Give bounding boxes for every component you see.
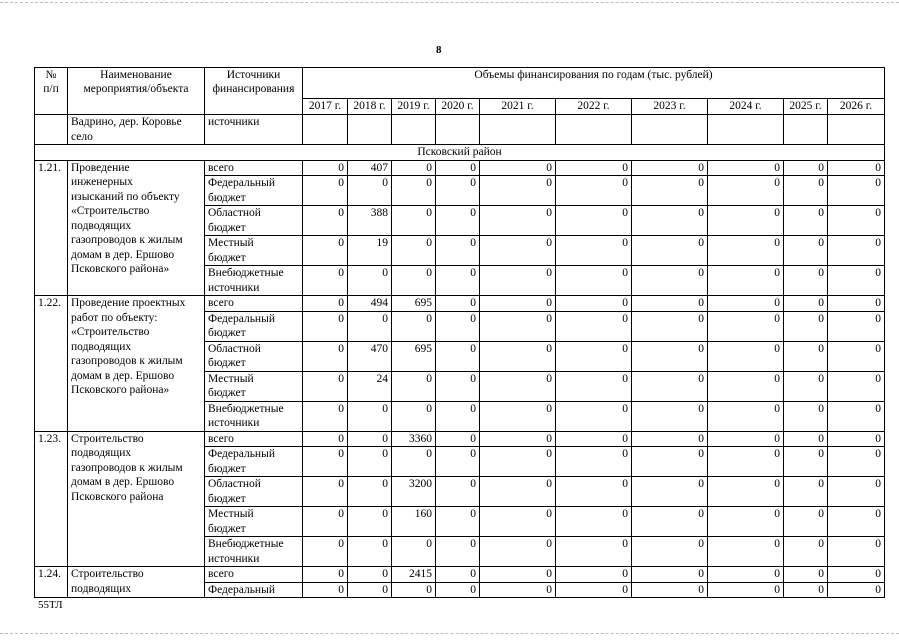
amount-cell: 0 — [348, 447, 392, 477]
amount-cell: 0 — [480, 371, 556, 401]
amount-cell: 0 — [784, 176, 828, 206]
table-row — [35, 567, 885, 583]
scan-edge-bottom — [0, 633, 899, 634]
amount-cell: 0 — [556, 567, 632, 583]
amount-cell: 0 — [828, 582, 885, 598]
amount-cell: 0 — [556, 311, 632, 341]
amount-cell: 0 — [436, 401, 480, 431]
amount-cell: 0 — [392, 311, 436, 341]
amount-cell: 0 — [556, 371, 632, 401]
amount-cell: 0 — [556, 477, 632, 507]
amount-cell: 0 — [556, 341, 632, 371]
amount-cell: 0 — [348, 507, 392, 537]
amount-cell: 0 — [828, 401, 885, 431]
amount-cell: 0 — [556, 176, 632, 206]
amount-cell: 0 — [784, 206, 828, 236]
amount-cell: 0 — [303, 371, 348, 401]
amount-cell: 0 — [708, 537, 784, 567]
funding-source: Федеральный бюджет — [205, 447, 303, 477]
amount-cell: 19 — [348, 236, 392, 266]
item-number: 1.21. — [35, 160, 68, 296]
amount-cell: 0 — [392, 537, 436, 567]
amount-cell: 494 — [348, 296, 392, 312]
amount-cell: 0 — [784, 311, 828, 341]
amount-cell: 0 — [828, 371, 885, 401]
header-volumes: Объемы финансирования по годам (тыс. рублей) — [303, 68, 885, 99]
amount-cell: 0 — [784, 296, 828, 312]
funding-source: Областной бюджет — [205, 477, 303, 507]
amount-cell: 0 — [556, 160, 632, 176]
item-name: Строительство подводящих — [68, 567, 205, 598]
carryover-row — [35, 115, 885, 145]
item-number: 1.23. — [35, 431, 68, 567]
amount-cell: 0 — [632, 341, 708, 371]
amount-cell: 0 — [303, 176, 348, 206]
amount-cell: 0 — [480, 160, 556, 176]
header-year: 2026 г. — [828, 99, 885, 115]
amount-cell: 0 — [632, 401, 708, 431]
amount-cell: 0 — [436, 582, 480, 598]
amount-cell: 0 — [436, 537, 480, 567]
amount-cell: 0 — [632, 176, 708, 206]
amount-cell: 695 — [392, 341, 436, 371]
amount-cell: 0 — [303, 266, 348, 296]
amount-cell: 0 — [784, 567, 828, 583]
amount-cell: 0 — [708, 507, 784, 537]
amount-cell: 0 — [708, 447, 784, 477]
footer-code: 55ТЛ — [38, 599, 63, 611]
amount-cell: 0 — [392, 371, 436, 401]
table-row — [35, 160, 885, 176]
amount-cell: 0 — [436, 176, 480, 206]
amount-cell: 0 — [392, 401, 436, 431]
amount-cell: 0 — [348, 582, 392, 598]
funding-source: всего — [205, 296, 303, 312]
header-name: Наименование мероприятия/объекта — [68, 68, 205, 115]
amount-cell: 0 — [828, 176, 885, 206]
item-name: Проведение проектных работ по объекту: «Строительство подводящих газопроводов к жилым домам в дер. Ершово Псковского района» — [68, 296, 205, 432]
amount-cell: 0 — [436, 447, 480, 477]
amount-cell: 0 — [303, 537, 348, 567]
amount-cell: 470 — [348, 341, 392, 371]
amount-cell: 0 — [784, 431, 828, 447]
amount-cell: 0 — [708, 160, 784, 176]
amount-cell: 0 — [303, 341, 348, 371]
amount-cell: 0 — [556, 206, 632, 236]
header-year: 2025 г. — [784, 99, 828, 115]
amount-cell: 0 — [392, 206, 436, 236]
amount-cell: 0 — [303, 477, 348, 507]
funding-source: Внебюджетные источники — [205, 537, 303, 567]
amount-cell: 0 — [303, 236, 348, 266]
amount-cell: 0 — [436, 296, 480, 312]
amount-cell: 0 — [708, 296, 784, 312]
amount-cell: 0 — [708, 582, 784, 598]
amount-cell: 0 — [828, 311, 885, 341]
amount-cell: 0 — [480, 206, 556, 236]
amount-cell: 0 — [828, 431, 885, 447]
item-name: Строительство подводящих газопроводов к жилым домам в дер. Ершово Псковского района — [68, 431, 205, 567]
amount-cell: 0 — [784, 371, 828, 401]
page-number: 8 — [436, 44, 442, 56]
amount-cell: 0 — [784, 401, 828, 431]
amount-cell: 0 — [436, 160, 480, 176]
amount-cell: 24 — [348, 371, 392, 401]
amount-cell: 0 — [828, 296, 885, 312]
amount-cell: 0 — [632, 311, 708, 341]
amount-cell: 0 — [708, 371, 784, 401]
amount-cell: 0 — [784, 266, 828, 296]
amount-cell: 0 — [828, 206, 885, 236]
amount-cell: 3360 — [392, 431, 436, 447]
amount-cell: 0 — [480, 296, 556, 312]
amount-cell: 0 — [784, 341, 828, 371]
amount-cell: 0 — [708, 401, 784, 431]
region-row — [35, 145, 885, 161]
amount-cell: 0 — [348, 266, 392, 296]
header-row — [35, 68, 885, 99]
carry-source: источники — [205, 115, 303, 145]
amount-cell: 0 — [480, 401, 556, 431]
amount-cell: 0 — [632, 266, 708, 296]
amount-cell: 0 — [784, 160, 828, 176]
amount-cell: 0 — [348, 567, 392, 583]
amount-cell: 0 — [708, 567, 784, 583]
amount-cell: 0 — [632, 296, 708, 312]
amount-cell: 0 — [556, 266, 632, 296]
amount-cell: 0 — [632, 160, 708, 176]
funding-source: Областной бюджет — [205, 341, 303, 371]
amount-cell: 0 — [784, 582, 828, 598]
funding-source: Внебюджетные источники — [205, 266, 303, 296]
amount-cell: 0 — [480, 236, 556, 266]
amount-cell: 0 — [632, 431, 708, 447]
amount-cell: 0 — [556, 582, 632, 598]
amount-cell: 0 — [303, 507, 348, 537]
amount-cell: 0 — [632, 507, 708, 537]
amount-cell: 0 — [392, 447, 436, 477]
amount-cell: 0 — [436, 206, 480, 236]
table-row — [35, 431, 885, 447]
item-number: 1.24. — [35, 567, 68, 598]
amount-cell: 0 — [348, 311, 392, 341]
amount-cell: 0 — [708, 266, 784, 296]
funding-source: Федеральный бюджет — [205, 311, 303, 341]
amount-cell: 0 — [632, 206, 708, 236]
amount-cell: 0 — [784, 477, 828, 507]
amount-cell: 0 — [828, 477, 885, 507]
amount-cell: 0 — [392, 176, 436, 206]
amount-cell: 0 — [828, 447, 885, 477]
header-year: 2019 г. — [392, 99, 436, 115]
amount-cell: 0 — [828, 236, 885, 266]
amount-cell: 0 — [556, 507, 632, 537]
amount-cell: 0 — [436, 477, 480, 507]
amount-cell: 0 — [784, 447, 828, 477]
amount-cell: 160 — [392, 507, 436, 537]
amount-cell: 0 — [348, 477, 392, 507]
amount-cell: 0 — [436, 236, 480, 266]
amount-cell: 0 — [632, 236, 708, 266]
header-no: № п/п — [35, 68, 68, 115]
amount-cell: 0 — [480, 477, 556, 507]
amount-cell: 0 — [784, 507, 828, 537]
funding-source: всего — [205, 160, 303, 176]
financing-table — [34, 67, 885, 598]
amount-cell: 0 — [556, 296, 632, 312]
header-year: 2023 г. — [632, 99, 708, 115]
amount-cell: 0 — [303, 160, 348, 176]
funding-source: Местный бюджет — [205, 507, 303, 537]
funding-source: Федеральный бюджет — [205, 176, 303, 206]
amount-cell: 0 — [480, 311, 556, 341]
funding-source: всего — [205, 567, 303, 583]
amount-cell: 0 — [303, 296, 348, 312]
amount-cell: 0 — [303, 582, 348, 598]
region-name: Псковский район — [35, 145, 885, 161]
amount-cell: 0 — [708, 477, 784, 507]
amount-cell: 0 — [303, 311, 348, 341]
carry-name: Вадрино, дер. Коровье село — [68, 115, 205, 145]
amount-cell: 0 — [436, 507, 480, 537]
amount-cell: 0 — [632, 567, 708, 583]
amount-cell: 0 — [392, 582, 436, 598]
table-row — [35, 296, 885, 312]
amount-cell: 0 — [708, 176, 784, 206]
amount-cell: 0 — [556, 401, 632, 431]
amount-cell: 0 — [480, 176, 556, 206]
amount-cell: 0 — [392, 160, 436, 176]
amount-cell: 407 — [348, 160, 392, 176]
amount-cell: 0 — [828, 160, 885, 176]
amount-cell: 0 — [828, 567, 885, 583]
header-year: 2020 г. — [436, 99, 480, 115]
amount-cell: 0 — [828, 266, 885, 296]
funding-source: Внебюджетные источники — [205, 401, 303, 431]
amount-cell: 388 — [348, 206, 392, 236]
amount-cell: 0 — [436, 266, 480, 296]
amount-cell: 2415 — [392, 567, 436, 583]
amount-cell: 0 — [436, 431, 480, 447]
amount-cell: 0 — [392, 236, 436, 266]
amount-cell: 0 — [303, 447, 348, 477]
amount-cell: 0 — [632, 537, 708, 567]
amount-cell: 0 — [436, 341, 480, 371]
amount-cell: 0 — [556, 537, 632, 567]
item-number: 1.22. — [35, 296, 68, 432]
amount-cell: 0 — [708, 341, 784, 371]
amount-cell: 0 — [348, 537, 392, 567]
amount-cell: 0 — [784, 537, 828, 567]
amount-cell: 0 — [480, 341, 556, 371]
amount-cell: 0 — [480, 431, 556, 447]
funding-source: Областной бюджет — [205, 206, 303, 236]
amount-cell: 0 — [480, 447, 556, 477]
amount-cell: 0 — [303, 206, 348, 236]
amount-cell: 0 — [828, 507, 885, 537]
amount-cell: 0 — [556, 447, 632, 477]
amount-cell: 0 — [708, 431, 784, 447]
header-year: 2024 г. — [708, 99, 784, 115]
item-name: Проведение инженерных изысканий по объекту «Строительство подводящих газопроводов к жилым домам в дер. Ершово Псковского района» — [68, 160, 205, 296]
amount-cell: 0 — [480, 582, 556, 598]
amount-cell: 0 — [632, 582, 708, 598]
header-year: 2017 г. — [303, 99, 348, 115]
amount-cell: 0 — [480, 567, 556, 583]
amount-cell: 0 — [436, 567, 480, 583]
carry-no — [35, 115, 68, 145]
amount-cell: 695 — [392, 296, 436, 312]
amount-cell: 0 — [348, 431, 392, 447]
header-year: 2021 г. — [480, 99, 556, 115]
amount-cell: 3200 — [392, 477, 436, 507]
amount-cell: 0 — [303, 431, 348, 447]
amount-cell: 0 — [556, 236, 632, 266]
amount-cell: 0 — [828, 341, 885, 371]
amount-cell: 0 — [828, 537, 885, 567]
amount-cell: 0 — [632, 371, 708, 401]
amount-cell: 0 — [480, 266, 556, 296]
amount-cell: 0 — [348, 176, 392, 206]
amount-cell: 0 — [708, 311, 784, 341]
header-year: 2018 г. — [348, 99, 392, 115]
funding-source: Местный бюджет — [205, 236, 303, 266]
header-sources: Источники финансирования — [205, 68, 303, 115]
amount-cell: 0 — [632, 447, 708, 477]
amount-cell: 0 — [708, 206, 784, 236]
amount-cell: 0 — [303, 401, 348, 431]
funding-source: всего — [205, 431, 303, 447]
funding-source: Местный бюджет — [205, 371, 303, 401]
amount-cell: 0 — [480, 537, 556, 567]
amount-cell: 0 — [632, 477, 708, 507]
funding-source: Федеральный — [205, 582, 303, 598]
header-year: 2022 г. — [556, 99, 632, 115]
amount-cell: 0 — [556, 431, 632, 447]
amount-cell: 0 — [708, 236, 784, 266]
amount-cell: 0 — [348, 401, 392, 431]
amount-cell: 0 — [480, 507, 556, 537]
amount-cell: 0 — [436, 371, 480, 401]
amount-cell: 0 — [303, 567, 348, 583]
amount-cell: 0 — [436, 311, 480, 341]
amount-cell: 0 — [784, 236, 828, 266]
scan-edge-top — [0, 2, 899, 3]
amount-cell: 0 — [392, 266, 436, 296]
